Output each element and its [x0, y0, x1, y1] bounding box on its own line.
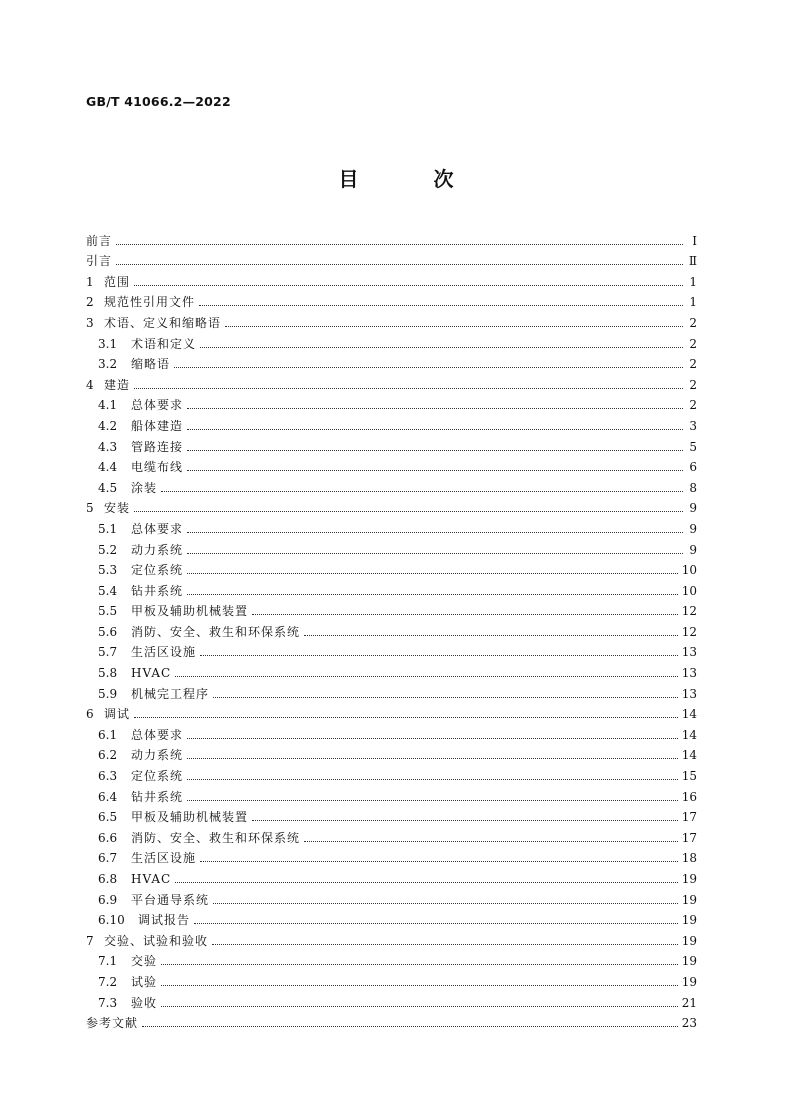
toc-entry-page: 2	[689, 336, 697, 351]
toc-entry-number: 4.2	[98, 418, 118, 433]
toc-dot-leader	[187, 553, 683, 554]
toc-entry-title: 参考文献	[86, 1016, 139, 1031]
toc-entry-title: 安装	[104, 501, 131, 516]
toc-dot-leader	[187, 470, 683, 471]
toc-entry-title: 交验、试验和验收	[104, 933, 209, 948]
toc-entry[interactable]	[86, 351, 697, 372]
toc-entry[interactable]	[86, 433, 697, 454]
toc-entry[interactable]	[86, 886, 697, 907]
toc-entry-number: 6	[86, 707, 94, 722]
toc-entry-page: 21	[681, 995, 697, 1010]
toc-dot-leader	[161, 491, 683, 492]
toc-entry-title: 前言	[86, 233, 113, 248]
toc-entry-number: 6.6	[98, 830, 118, 845]
toc-entry-number: 7.2	[98, 974, 118, 989]
toc-dot-leader	[187, 532, 683, 533]
toc-dot-leader	[142, 1026, 678, 1027]
toc-entry[interactable]	[86, 371, 697, 392]
toc-entry-page: 13	[681, 686, 697, 701]
toc-entry-number: 4.1	[98, 398, 118, 413]
toc-entry[interactable]	[86, 495, 697, 516]
toc-entry[interactable]	[86, 989, 697, 1010]
toc-entry-title: 消防、安全、救生和环保系统	[131, 830, 301, 845]
toc-entry-title: 规范性引用文件	[104, 295, 196, 310]
toc-dot-leader	[199, 305, 683, 306]
toc-entry-page: 19	[681, 892, 697, 907]
toc-entry-number: 6.10	[98, 913, 125, 928]
toc-dot-leader	[187, 738, 678, 739]
toc-entry-page: 18	[681, 851, 697, 866]
toc-entry-title: 调试	[104, 707, 131, 722]
toc-entry[interactable]	[86, 557, 697, 578]
toc-entry[interactable]	[86, 968, 697, 989]
toc-entry-page: 23	[681, 1016, 697, 1031]
toc-dot-leader	[252, 820, 678, 821]
toc-dot-leader	[161, 964, 678, 965]
toc-entry-title: 生活区设施	[131, 645, 197, 660]
toc-entry-title: 建造	[104, 377, 131, 392]
table-of-contents	[86, 227, 697, 1030]
toc-entry-number: 7.3	[98, 995, 118, 1010]
toc-entry-number: 2	[86, 295, 94, 310]
toc-dot-leader	[194, 923, 678, 924]
toc-entry-number: 6.4	[98, 789, 118, 804]
toc-entry-title: 缩略语	[131, 357, 171, 372]
toc-dot-leader	[174, 367, 683, 368]
toc-dot-leader	[187, 779, 678, 780]
toc-entry-number: 7	[86, 933, 94, 948]
toc-entry-number: 6.9	[98, 892, 118, 907]
toc-entry-title: 消防、安全、救生和环保系统	[131, 624, 301, 639]
toc-dot-leader	[200, 861, 678, 862]
toc-entry[interactable]	[86, 598, 697, 619]
toc-entry[interactable]	[86, 515, 697, 536]
toc-dot-leader	[252, 614, 678, 615]
toc-dot-leader	[187, 758, 678, 759]
toc-entry[interactable]	[86, 721, 697, 742]
toc-entry[interactable]	[86, 248, 697, 269]
toc-dot-leader	[304, 635, 678, 636]
toc-entry[interactable]	[86, 680, 697, 701]
toc-entry-title: 范围	[104, 274, 131, 289]
toc-entry-page: 2	[689, 377, 697, 392]
toc-entry-page: 12	[681, 624, 697, 639]
toc-dot-leader	[187, 573, 678, 574]
toc-entry-title: 电缆布线	[131, 460, 184, 475]
toc-entry-page: 9	[689, 521, 697, 536]
toc-entry-title: 平台通导系统	[131, 892, 210, 907]
toc-entry-page: 14	[681, 748, 697, 763]
toc-entry-page: 17	[681, 830, 697, 845]
toc-entry-title: 管路连接	[131, 439, 184, 454]
toc-dot-leader	[187, 429, 683, 430]
toc-entry[interactable]	[86, 845, 697, 866]
toc-dot-leader	[200, 347, 683, 348]
toc-entry[interactable]	[86, 536, 697, 557]
toc-entry-page: 9	[689, 501, 697, 516]
toc-entry[interactable]	[86, 1010, 697, 1031]
toc-dot-leader	[212, 944, 678, 945]
toc-entry[interactable]	[86, 927, 697, 948]
toc-dot-leader	[187, 450, 683, 451]
toc-entry-page: 17	[681, 810, 697, 825]
toc-entry[interactable]	[86, 948, 697, 969]
toc-entry-title: 钻井系统	[131, 583, 184, 598]
toc-dot-leader	[187, 800, 678, 801]
toc-entry-number: 6.8	[98, 872, 118, 886]
toc-entry-title: 动力系统	[131, 748, 184, 763]
toc-entry-title: 总体要求	[131, 521, 184, 536]
toc-dot-leader	[213, 903, 678, 904]
toc-entry[interactable]	[86, 330, 697, 351]
toc-entry-title: 动力系统	[131, 542, 184, 557]
toc-entry-title: 试验	[131, 974, 158, 989]
toc-entry-number: 5.1	[98, 521, 118, 536]
toc-entry-page: 2	[689, 357, 697, 372]
toc-title: 目 次	[338, 167, 488, 191]
toc-entry-page: 9	[689, 542, 697, 557]
toc-dot-leader	[116, 264, 683, 265]
toc-entry-page: 10	[681, 583, 697, 598]
toc-entry-title: 术语、定义和缩略语	[104, 315, 222, 330]
toc-entry-number: 5.3	[98, 563, 118, 578]
toc-dot-leader	[116, 244, 683, 245]
toc-entry-number: 1	[86, 274, 94, 289]
toc-entry-page: 12	[681, 604, 697, 619]
toc-entry-page: 19	[681, 954, 697, 969]
toc-entry-page: 19	[681, 913, 697, 928]
toc-dot-leader	[304, 841, 678, 842]
toc-entry-number: 4	[86, 377, 94, 392]
toc-entry-page: 1	[689, 295, 697, 310]
toc-entry-page: 2	[689, 398, 697, 413]
standard-code: GB/T 41066.2—2022	[86, 94, 231, 109]
toc-entry-page: 14	[681, 727, 697, 742]
toc-dot-leader	[200, 655, 678, 656]
toc-entry-number: 4.5	[98, 480, 118, 495]
toc-dot-leader	[187, 408, 683, 409]
toc-entry-title: 总体要求	[131, 398, 184, 413]
toc-entry[interactable]	[86, 907, 697, 928]
toc-entry-number: 6.7	[98, 851, 118, 866]
toc-entry[interactable]	[86, 762, 697, 783]
toc-dot-leader	[187, 594, 678, 595]
toc-dot-leader	[134, 511, 683, 512]
toc-entry-title: 总体要求	[131, 727, 184, 742]
toc-entry-number: 3.1	[98, 336, 118, 351]
toc-entry-title: 定位系统	[131, 563, 184, 578]
toc-entry-number: 4.4	[98, 460, 118, 475]
toc-entry-number: 7.1	[98, 954, 118, 969]
toc-entry-title: 机械完工程序	[131, 686, 210, 701]
toc-entry-page: Ⅰ	[692, 233, 697, 248]
toc-entry[interactable]	[86, 412, 697, 433]
toc-entry-number: 5.4	[98, 583, 118, 598]
toc-entry[interactable]	[86, 824, 697, 845]
toc-entry-title: 调试报告	[138, 913, 191, 928]
toc-entry-page: 19	[681, 974, 697, 989]
toc-entry-title: HVAC	[131, 872, 172, 886]
toc-entry-number: 6.3	[98, 769, 118, 784]
toc-entry-page: 14	[681, 707, 697, 722]
toc-entry[interactable]	[86, 804, 697, 825]
toc-entry-number: 5.5	[98, 604, 118, 619]
toc-dot-leader	[225, 326, 683, 327]
toc-entry-page: 3	[689, 418, 697, 433]
toc-entry-title: 甲板及辅助机械装置	[131, 810, 249, 825]
toc-entry-page: 19	[681, 872, 697, 886]
toc-entry-title: 引言	[86, 254, 113, 269]
toc-entry[interactable]	[86, 474, 697, 495]
toc-entry-title: 船体建造	[131, 418, 184, 433]
toc-entry[interactable]	[86, 701, 697, 722]
toc-entry-title: HVAC	[131, 666, 172, 681]
toc-entry-page: 15	[681, 769, 697, 784]
toc-entry[interactable]	[86, 268, 697, 289]
toc-entry-number: 5.6	[98, 624, 118, 639]
toc-entry-title: 涂装	[131, 480, 158, 495]
toc-entry-page: Ⅱ	[688, 254, 697, 269]
toc-entry-title: 甲板及辅助机械装置	[131, 604, 249, 619]
toc-entry-page: 16	[681, 789, 697, 804]
toc-entry[interactable]	[86, 454, 697, 475]
toc-dot-leader	[161, 985, 678, 986]
toc-entry-number: 5.9	[98, 686, 118, 701]
toc-entry-page: 8	[689, 480, 697, 495]
toc-entry-title: 钻井系统	[131, 789, 184, 804]
toc-entry-number: 6.2	[98, 748, 118, 763]
toc-entry-number: 5.2	[98, 542, 118, 557]
toc-entry-number: 6.5	[98, 810, 118, 825]
toc-entry-title: 交验	[131, 954, 158, 969]
toc-entry[interactable]	[86, 618, 697, 639]
toc-entry-number: 3.2	[98, 357, 118, 372]
toc-entry[interactable]	[86, 742, 697, 763]
toc-entry[interactable]	[86, 227, 697, 248]
toc-entry[interactable]	[86, 289, 697, 310]
toc-entry-page: 5	[689, 439, 697, 454]
toc-dot-leader	[134, 388, 683, 389]
toc-entry[interactable]	[86, 577, 697, 598]
toc-entry[interactable]	[86, 309, 697, 330]
toc-dot-leader	[175, 676, 678, 677]
toc-entry[interactable]	[86, 659, 697, 680]
toc-entry-page: 19	[681, 933, 697, 948]
toc-dot-leader	[134, 285, 683, 286]
toc-entry[interactable]	[86, 392, 697, 413]
toc-entry-page: 10	[681, 563, 697, 578]
toc-entry-title: 验收	[131, 995, 158, 1010]
toc-dot-leader	[213, 697, 678, 698]
toc-entry-number: 5.8	[98, 666, 118, 681]
toc-entry-page: 6	[689, 460, 697, 475]
toc-entry-title: 生活区设施	[131, 851, 197, 866]
toc-entry[interactable]	[86, 783, 697, 804]
toc-entry-title: 定位系统	[131, 769, 184, 784]
toc-dot-leader	[175, 882, 678, 883]
toc-entry-number: 3	[86, 315, 94, 330]
toc-entry-page: 13	[681, 666, 697, 681]
toc-entry[interactable]	[86, 639, 697, 660]
toc-entry-number: 6.1	[98, 727, 118, 742]
toc-entry-page: 2	[689, 315, 697, 330]
toc-entry-page: 13	[681, 645, 697, 660]
toc-entry[interactable]	[86, 865, 697, 886]
toc-entry-number: 5.7	[98, 645, 118, 660]
toc-entry-number: 5	[86, 501, 94, 516]
toc-dot-leader	[161, 1006, 678, 1007]
toc-dot-leader	[134, 717, 678, 718]
toc-entry-title: 术语和定义	[131, 336, 197, 351]
toc-entry-page: 1	[689, 274, 697, 289]
toc-entry-number: 4.3	[98, 439, 118, 454]
